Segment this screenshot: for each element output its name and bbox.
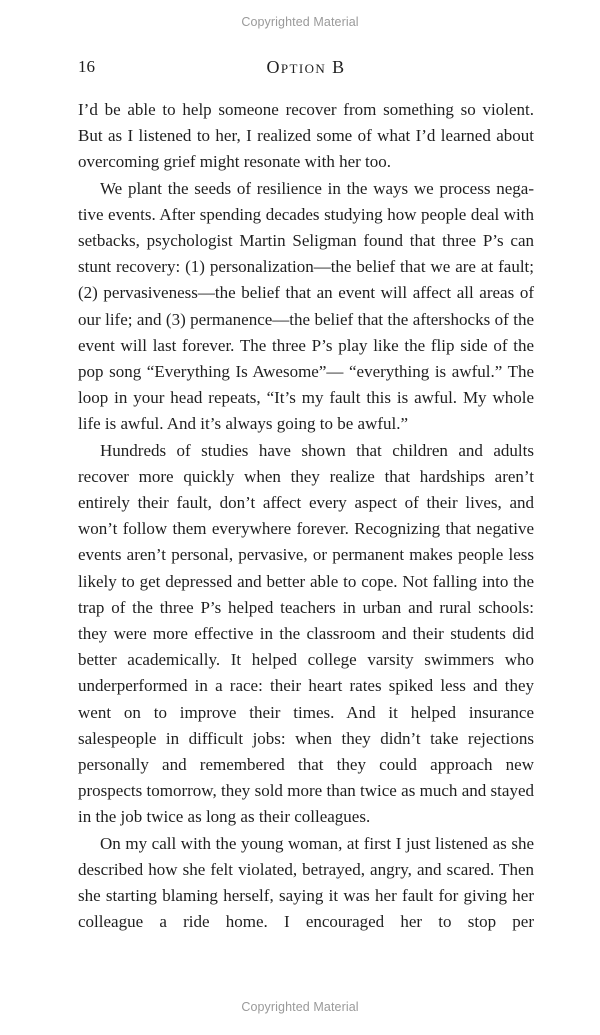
paragraph-studies: Hundreds of studies have shown that children and adults recover more quickly when they realize that hardships aren’t entirely their fault, don’t affect every aspect of their lives, and won’t follow them everywhere forever. Recognizing that negative events aren’t personal, pervasive, or permanent makes people less likely to get depressed and better able to cope. Not falling into the trap of the three P’s helped teachers in urban and rural schools: they were more effective in the classroom and their students did better academically. It helped college varsity swimmers who underperformed in a race: their heart rates spiked less and they went on to improve their times. And it helped insurance salespeople in difficult jobs: when they didn’t take rejections personally and remembered that they could approach new prospects tomorrow, they sold more than twice as much and stayed in the job twice as long as their colleagues. (78, 440, 534, 827)
page-body (78, 97, 534, 936)
copyright-watermark-bottom: Copyrighted Material (241, 1000, 359, 1014)
paragraph-call: On my call with the young woman, at first I just listened as she described how she felt violated, betrayed, angry, and scared. Then she starting blaming herself, saying it was her fault for giving her colleague a ride home. I encouraged her to stop per (78, 833, 534, 932)
page-number: 16 (78, 57, 95, 76)
running-header (78, 57, 534, 81)
book-title: Option B (266, 57, 346, 77)
copyright-watermark-top: Copyrighted Material (241, 15, 359, 29)
paragraph-continued: I’d be able to help someone recover from something so violent. But as I listened to her, I realized some of what I’d learned about overcoming grief might resonate with her too. (78, 100, 534, 172)
paragraph-three-ps: We plant the seeds of resilience in the ways we process negative events. After spending decades studying how people deal with setbacks, psychologist Martin Seligman found that three P’s can stunt recovery: (1) personalization—the belief that we are at fault; (2) pervasiveness—the belief that an event will affect all areas of our life; and (3) permanence—the belief that the aftershocks of the event will last forever. The three P’s play like the flip side of the pop song “Everything Is Awesome”— “everything is awful.” The loop in your head repeats, “It’s my fault this is awful. My whole life is awful. And it’s always going to be awful.” (78, 178, 534, 434)
